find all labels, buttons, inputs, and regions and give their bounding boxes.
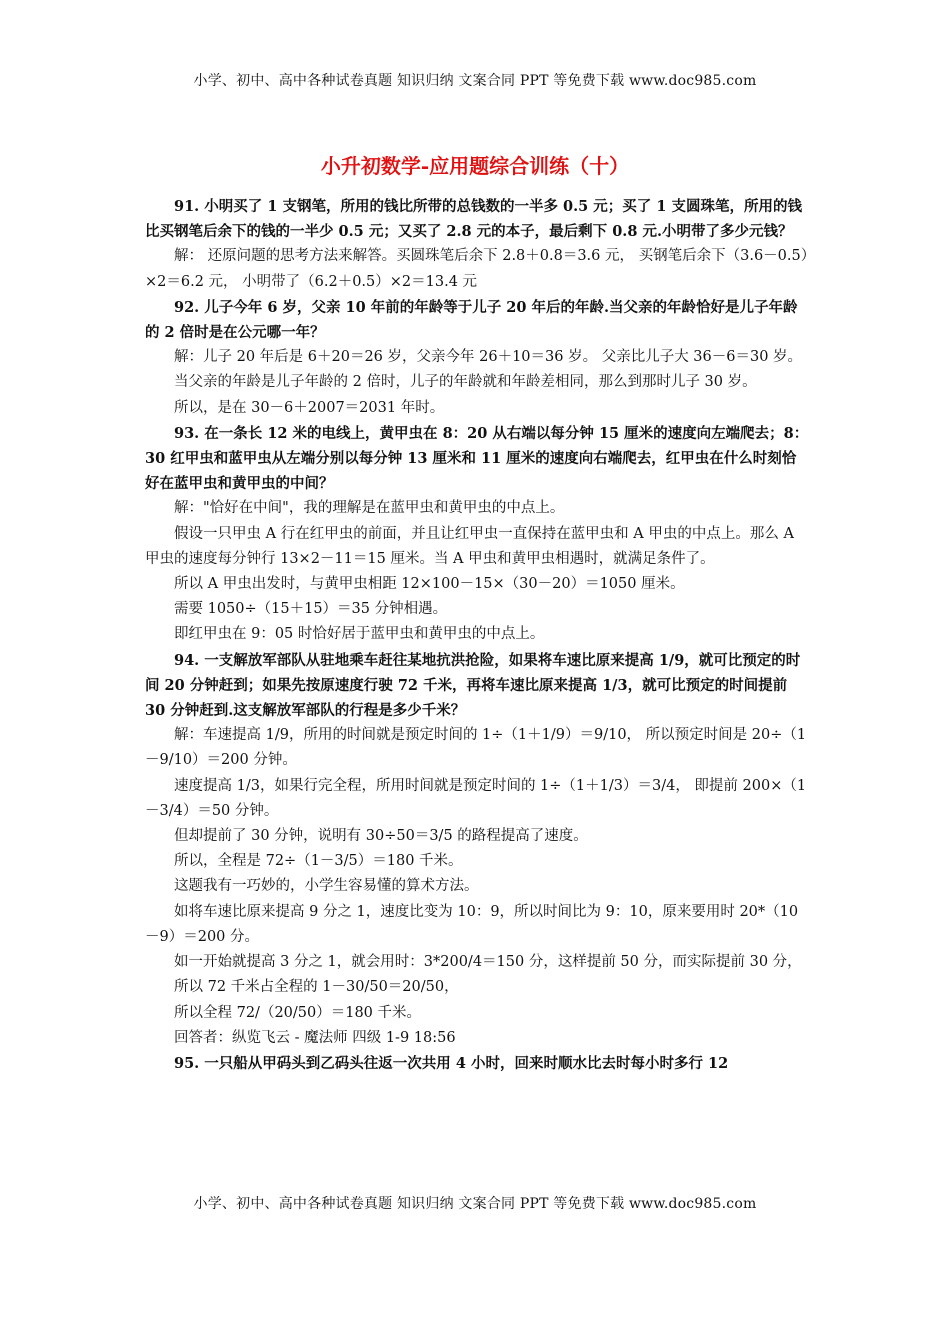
answerer-credit: 回答者：纵览飞云 - 魔法师 四级 1-9 18:56 [174, 1029, 456, 1046]
question-93: 93. 在一条长 12 米的电线上，黄甲虫在 8：20 从右端以每分钟 15 厘米的速度向左端爬去；8：30 红甲虫和蓝甲虫从左端分别以每分钟 13 厘米和 11 厘米的速度向右端爬去，红甲虫在什么时刻恰好在蓝甲虫和黄甲虫的中间？ [145, 424, 809, 493]
solution-93-line-1: 解："恰好在中间"，我的理解是在蓝甲虫和黄甲虫的中点上。 [174, 500, 565, 517]
question-91: 91. 小明买了 1 支钢笔，所用的钱比所带的总钱数的一半多 0.5 元；买了 1 支圆珠笔，所用的钱比买钢笔后余下的钱的一半少 0.5 元；又买了 2.8 元的本子，最后剩下 0.8 元.小明带了多少元钱？ [145, 198, 802, 241]
solution-94-line-7: 如一开始就提高 3 分之 1，就会用时：3*200/4＝150 分，这样提前 50 分，而实际提前 30 分， [174, 954, 802, 971]
solution-92-line-2: 当父亲的年龄是儿子年龄的 2 倍时，儿子的年龄就和年龄差相同，那么到那时儿子 30 岁。 [174, 374, 757, 391]
solution-94-line-2: 速度提高 1/3，如果行完全程，所用时间就是预定时间的 1÷（1＋1/3）＝3/4， 即提前 200×（1－3/4）＝50 分钟。 [145, 777, 807, 819]
question-95: 95. 一只船从甲码头到乙码头往返一次共用 4 小时，回来时顺水比去时每小时多行 12 [174, 1054, 729, 1072]
solution-93-line-3: 所以 A 甲虫出发时，与黄甲虫相距 12×100－15×（30－20）＝1050 厘米。 [174, 576, 685, 593]
solution-92-line-3: 所以，是在 30－6＋2007＝2031 年时。 [174, 399, 445, 416]
solution-93-line-4: 需要 1050÷（15＋15）＝35 分钟相遇。 [174, 601, 448, 618]
page-header: 小学、初中、高中各种试卷真题 知识归纳 文案合同 PPT 等免费下载 www.doc985.com [193, 73, 757, 89]
solution-94-line-3: 但却提前了 30 分钟，说明有 30÷50＝3/5 的路程提高了速度。 [174, 828, 588, 845]
solution-93-line-2: 假设一只甲虫 A 行在红甲虫的前面，并且让红甲虫一直保持在蓝甲虫和 A 甲虫的中点上。那么 A 甲虫的速度每分钟行 13×2－11＝15 厘米。当 A 甲虫和黄甲虫相遇时，就满足条件了。 [145, 525, 794, 567]
question-94: 94. 一支解放军部队从驻地乘车赶往某地抗洪抢险，如果将车速比原来提高 1/9，就可比预定的时间 20 分钟赶到；如果先按原速度行驶 72 千米，再将车速比原来提高 1/3，就可比预定的时间提前 30 分钟赶到.这支解放军部队的行程是多少千米？ [145, 651, 801, 720]
solution-94-line-5: 这题我有一巧妙的，小学生容易懂的算术方法。 [174, 878, 479, 895]
solution-94-line-4: 所以，全程是 72÷（1－3/5）＝180 千米。 [174, 853, 463, 870]
solution-92-line-1: 解：儿子 20 年后是 6＋20＝26 岁，父亲今年 26＋10＝36 岁。 父亲比儿子大 36－6＝30 岁。 [174, 349, 803, 366]
page-footer: 小学、初中、高中各种试卷真题 知识归纳 文案合同 PPT 等免费下载 www.doc985.com [193, 1196, 757, 1212]
solution-93-line-5: 即红甲虫在 9：05 时恰好居于蓝甲虫和黄甲虫的中点上。 [174, 626, 545, 643]
solution-94-line-8: 所以 72 千米占全程的 1－30/50＝20/50， [174, 979, 459, 996]
solution-94-line-1: 解：车速提高 1/9，所用的时间就是预定时间的 1÷（1＋1/9）＝9/10， 所以预定时间是 20÷（1－9/10）＝200 分钟。 [145, 727, 807, 769]
solution-91: 解： 还原问题的思考方法来解答。买圆珠笔后余下 2.8＋0.8＝3.6 元， 买钢笔后余下（3.6－0.5）×2＝6.2 元， 小明带了（6.2＋0.5）×2＝13.4 元 [145, 248, 808, 290]
document-title: 小升初数学-应用题综合训练（十） [320, 154, 630, 178]
document-body [145, 194, 810, 1076]
solution-94-line-9: 所以全程 72/（20/50）＝180 千米。 [174, 1004, 422, 1021]
solution-94-line-6: 如将车速比原来提高 9 分之 1，速度比变为 10：9，所以时间比为 9：10，原来要用时 20*（10－9）＝200 分。 [145, 903, 799, 945]
question-92: 92. 儿子今年 6 岁，父亲 10 年前的年龄等于儿子 20 年后的年龄.当父亲的年龄恰好是儿子年龄的 2 倍时是在公元哪一年？ [145, 298, 798, 342]
